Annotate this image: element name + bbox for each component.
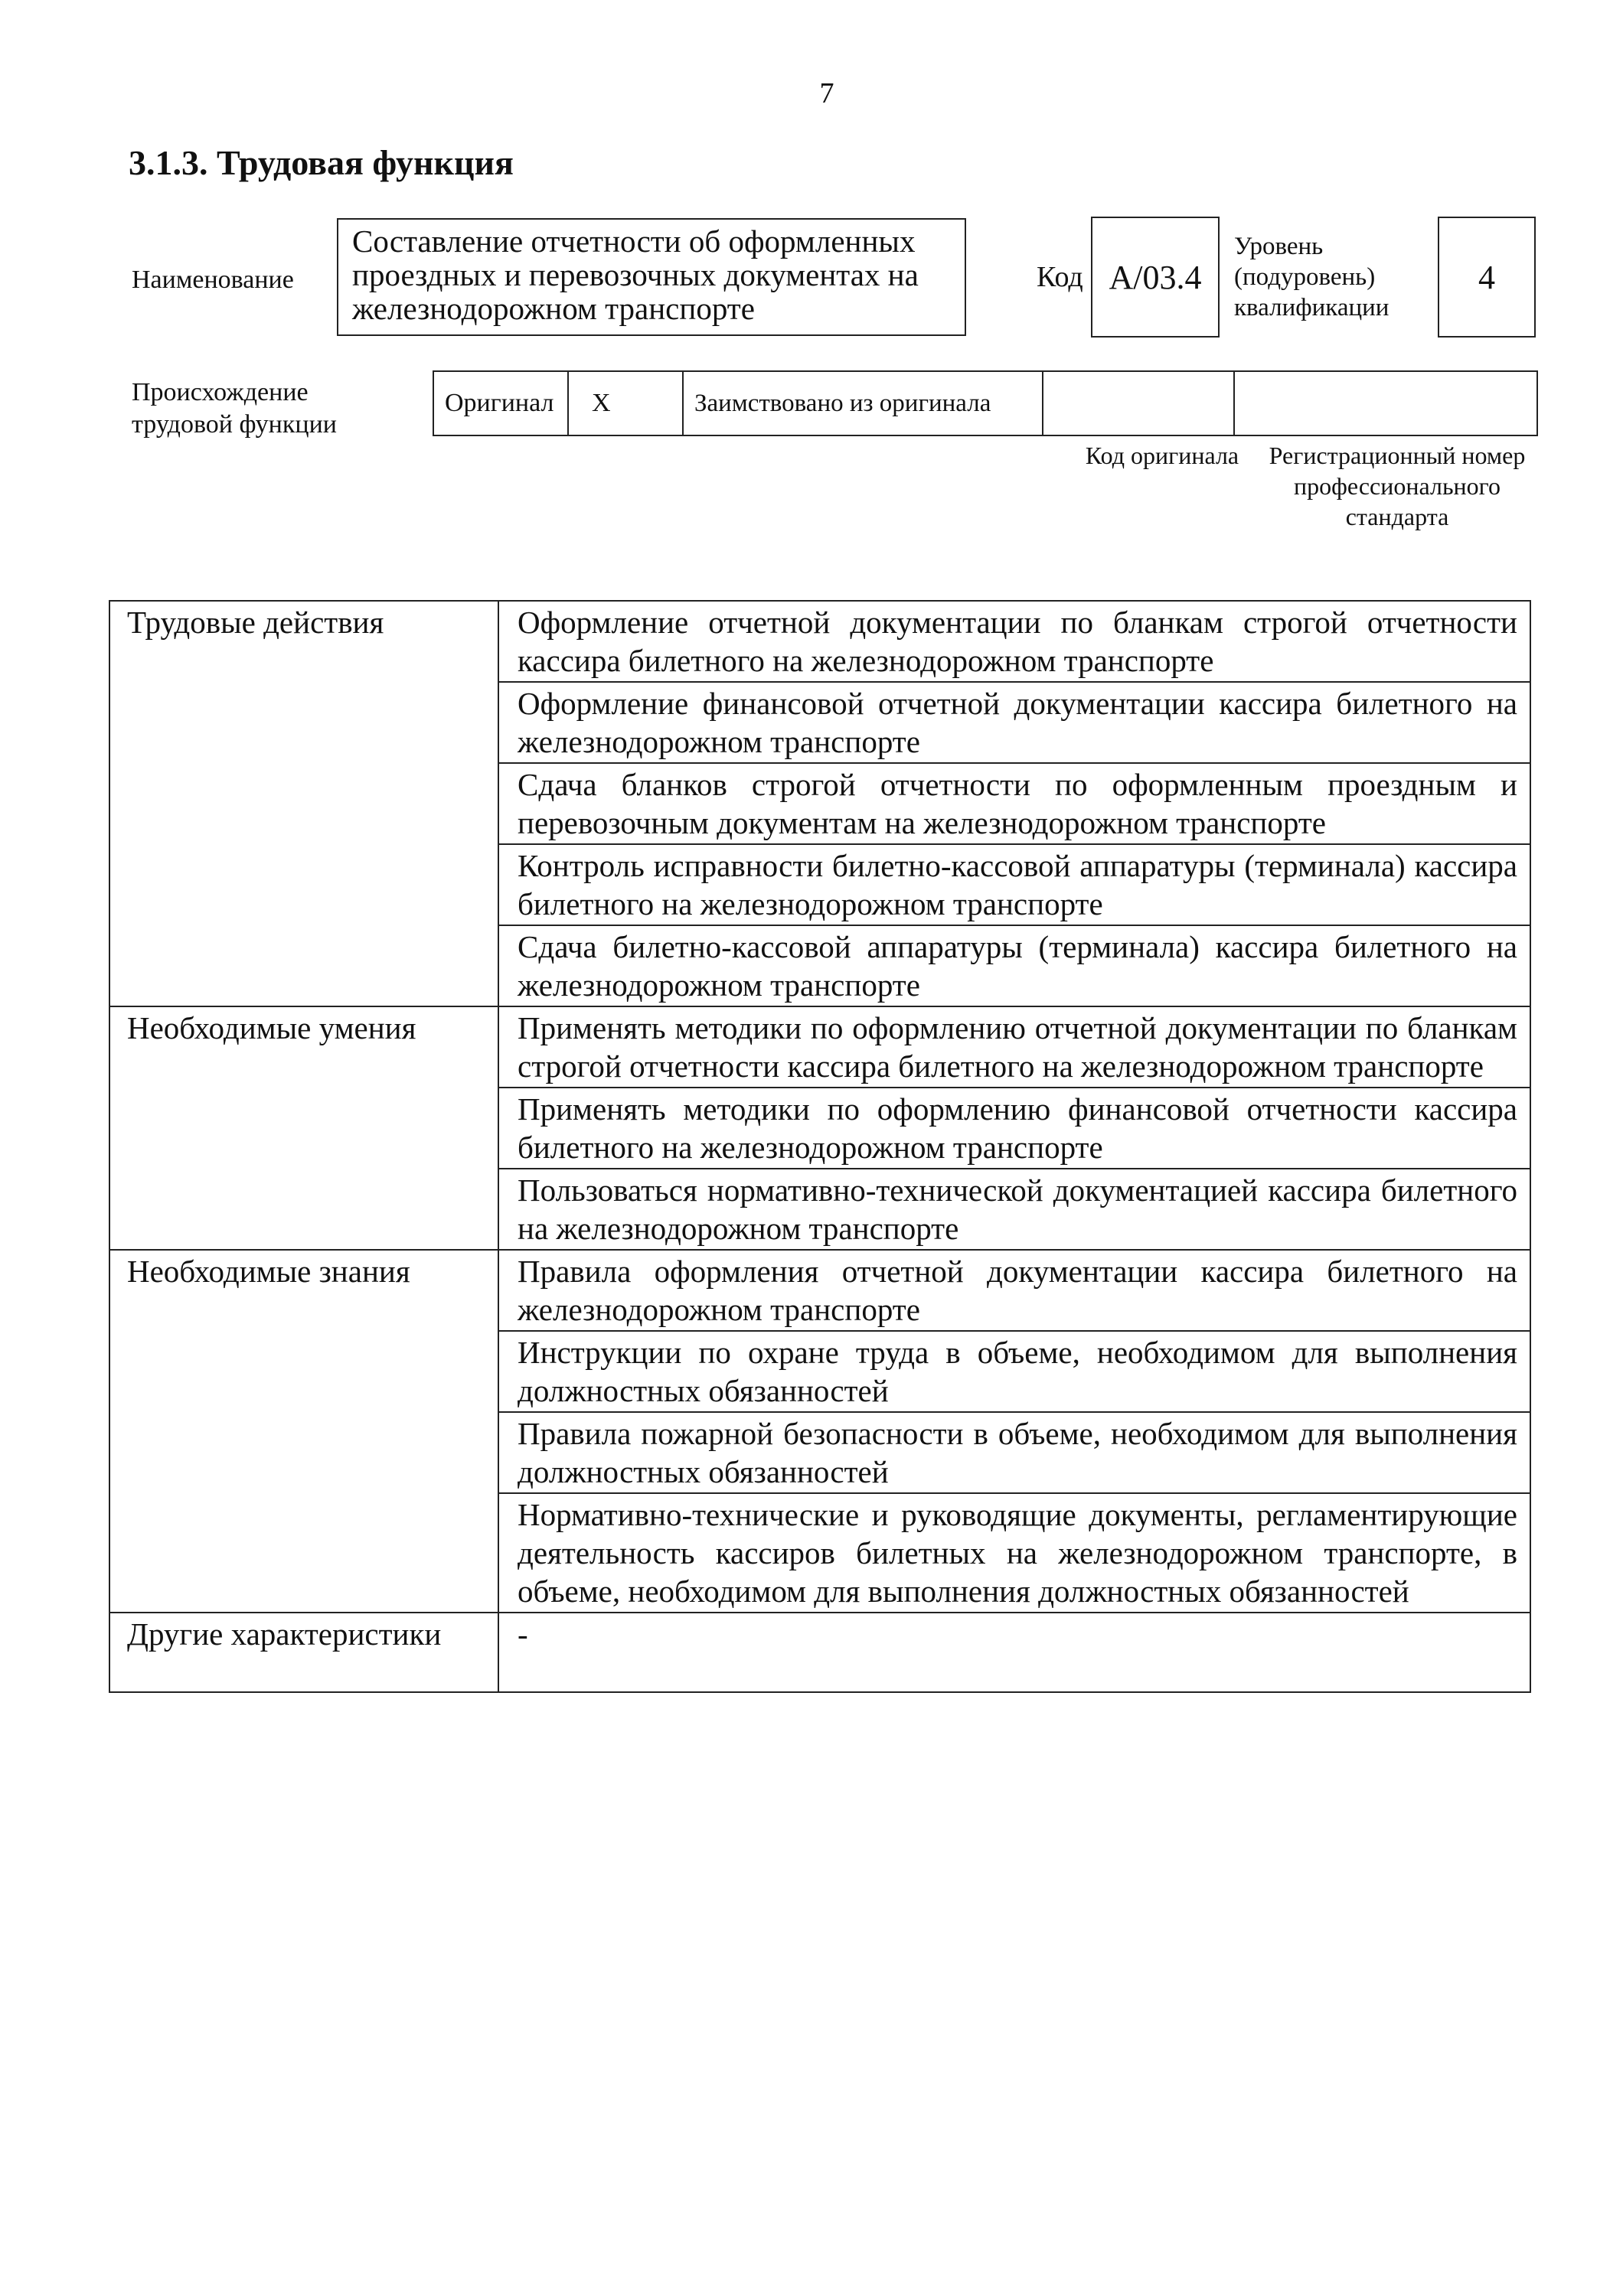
borrowed-label: Заимствовано из оригинала xyxy=(683,371,1043,435)
description-cell: Правила пожарной безопасности в объеме, необходимом для выполнения должностных обязанностей xyxy=(498,1412,1530,1493)
qualification-level-box: 4 xyxy=(1438,217,1536,338)
section-title: 3.1.3. Трудовая функция xyxy=(129,143,514,182)
function-name-box: Составление отчетности об оформленных проездных и перевозочных документах на железнодорожном транспорте xyxy=(337,218,966,336)
labor-function-table xyxy=(109,600,1531,1693)
page-number: 7 xyxy=(819,77,834,109)
original-code-cell xyxy=(1043,371,1234,435)
description-cell: - xyxy=(498,1613,1530,1692)
table-row xyxy=(109,1250,1530,1331)
code-value-box: A/03.4 xyxy=(1091,217,1220,338)
description-cell: Сдача бланков строгой отчетности по оформленным проездным и перевозочным документам на железнодорожном транспорте xyxy=(498,763,1530,844)
origin-table xyxy=(433,370,1538,436)
original-code-caption: Код оригинала xyxy=(1085,442,1239,469)
description-cell: Применять методики по оформлению отчетной документации по бланкам строгой отчетности кассира билетного на железнодорожном транспорте xyxy=(498,1006,1530,1088)
registration-number-caption: Регистрационный номер профессионального стандарта xyxy=(1269,442,1526,530)
description-cell: Правила оформления отчетной документации кассира билетного на железнодорожном транспорте xyxy=(498,1250,1530,1331)
qualification-level-label: Уровень (подуровень) квалификации xyxy=(1234,233,1390,321)
category-cell: Необходимые умения xyxy=(109,1006,498,1250)
description-cell: Оформление отчетной документации по бланкам строгой отчетности кассира билетного на железнодорожном транспорте xyxy=(498,601,1530,682)
description-cell: Применять методики по оформлению финансовой отчетности кассира билетного на железнодорожном транспорте xyxy=(498,1088,1530,1169)
registration-number-cell xyxy=(1234,371,1537,435)
origin-label: Происхождение трудовой функции xyxy=(132,378,337,439)
category-cell: Трудовые действия xyxy=(109,601,498,1006)
code-label: Код xyxy=(1037,261,1083,293)
table-row xyxy=(109,601,1530,682)
description-cell: Пользоваться нормативно-технической документацией кассира билетного на железнодорожном транспорте xyxy=(498,1169,1530,1250)
original-label: Оригинал xyxy=(433,371,568,435)
description-cell: Нормативно-технические и руководящие документы, регламентирующие деятельность кассиров билетных на железнодорожном транспорте, в объеме, необходимом для выполнения должностных обязанностей xyxy=(498,1493,1530,1613)
description-cell: Сдача билетно-кассовой аппаратуры (терминала) кассира билетного на железнодорожном транспорте xyxy=(498,925,1530,1006)
name-label: Наименование xyxy=(132,266,294,294)
table-row xyxy=(109,1613,1530,1692)
category-cell: Другие характеристики xyxy=(109,1613,498,1692)
description-cell: Контроль исправности билетно-кассовой аппаратуры (терминала) кассира билетного на железнодорожном транспорте xyxy=(498,844,1530,925)
description-cell: Инструкции по охране труда в объеме, необходимом для выполнения должностных обязанностей xyxy=(498,1331,1530,1412)
table-row xyxy=(109,1006,1530,1088)
category-cell: Необходимые знания xyxy=(109,1250,498,1613)
description-cell: Оформление финансовой отчетной документации кассира билетного на железнодорожном транспорте xyxy=(498,682,1530,763)
original-mark: X xyxy=(568,371,683,435)
